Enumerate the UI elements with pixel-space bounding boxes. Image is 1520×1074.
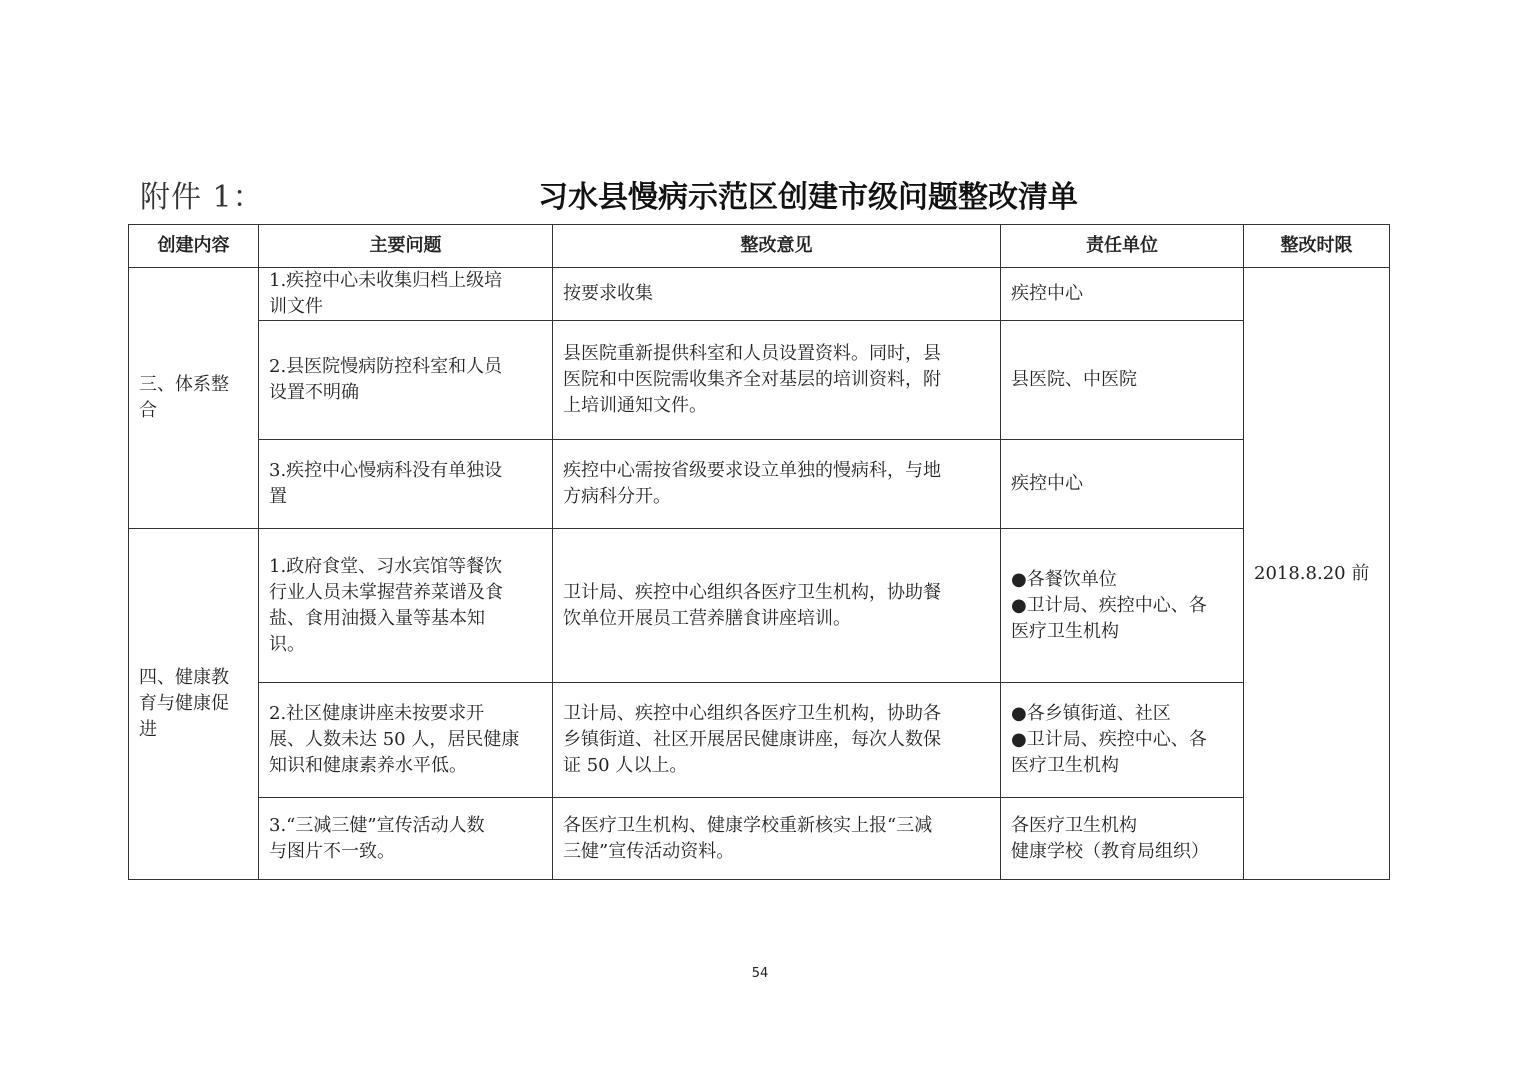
opinion-line: 证 50 人以上。 xyxy=(563,755,688,776)
problem-line: 1.政府食堂、习水宾馆等餐饮 xyxy=(269,555,503,577)
problem-cell xyxy=(259,321,552,439)
opinion-cell xyxy=(553,268,1000,320)
problem-line: 知识和健康素养水平低。 xyxy=(269,755,467,776)
header-problem: 主要问题 xyxy=(369,235,442,256)
problem-line: 3.“三减三健”宣传活动人数 xyxy=(269,814,485,836)
unit-line: ●各餐饮单位 xyxy=(1011,568,1117,590)
unit-cell xyxy=(1001,268,1243,320)
unit-line: 疾控中心 xyxy=(1011,283,1083,304)
deadline-value: 2018.8.20 前 xyxy=(1254,562,1370,584)
attachment-label: 附件 1： xyxy=(140,180,264,215)
header-unit: 责任单位 xyxy=(1086,235,1158,256)
page-title: 习水县慢病示范区创建市级问题整改清单 xyxy=(538,180,1078,215)
opinion-line: 医院和中医院需收集齐全对基层的培训资料，附 xyxy=(563,369,941,390)
opinion-cell xyxy=(553,798,1000,879)
unit-line: 医疗卫生机构 xyxy=(1011,620,1119,642)
opinion-line: 三健”宣传活动资料。 xyxy=(563,840,735,862)
header-category: 创建内容 xyxy=(157,235,230,256)
unit-line: 县医院、中医院 xyxy=(1011,369,1137,390)
opinion-line: 县医院重新提供科室和人员设置资料。同时，县 xyxy=(563,343,941,364)
unit-line: 各医疗卫生机构 xyxy=(1011,814,1137,836)
category-cell xyxy=(129,529,258,879)
problem-line: 盐、食用油摄入量等基本知 xyxy=(269,607,485,629)
opinion-cell xyxy=(553,321,1000,439)
problem-cell xyxy=(259,798,552,879)
unit-line: ●卫计局、疾控中心、各 xyxy=(1011,594,1207,616)
opinion-line: 按要求收集 xyxy=(563,283,653,304)
problem-line: 与图片不一致。 xyxy=(269,840,395,862)
unit-line: 健康学校（教育局组织） xyxy=(1011,840,1209,862)
problem-cell xyxy=(259,529,552,682)
category-line: 育与健康促 xyxy=(139,693,229,714)
opinion-line: 各医疗卫生机构、健康学校重新核实上报“三减 xyxy=(563,814,933,836)
header-opinion: 整改意见 xyxy=(740,235,813,256)
opinion-line: 方病科分开。 xyxy=(563,486,671,507)
problem-line: 1.疾控中心未收集归档上级培 xyxy=(269,270,503,291)
category-cell xyxy=(129,268,258,528)
opinion-line: 上培训通知文件。 xyxy=(563,395,707,416)
opinion-line: 疾控中心需按省级要求设立单独的慢病科，与地 xyxy=(563,460,941,481)
deadline-cell xyxy=(1244,268,1389,879)
page-number: 54 xyxy=(751,966,769,981)
unit-line: 医疗卫生机构 xyxy=(1011,755,1119,776)
problem-line: 2.社区健康讲座未按要求开 xyxy=(269,703,485,724)
unit-cell xyxy=(1001,529,1243,682)
problem-line: 行业人员未掌握营养菜谱及食 xyxy=(269,581,503,603)
header-deadline: 整改时限 xyxy=(1280,235,1353,256)
table-border-right xyxy=(1389,224,1390,880)
problem-line: 2.县医院慢病防控科室和人员 xyxy=(269,356,503,377)
problem-line: 展、人数未达 50 人，居民健康 xyxy=(269,729,520,750)
unit-cell xyxy=(1001,321,1243,439)
opinion-line: 乡镇街道、社区开展居民健康讲座，每次人数保 xyxy=(563,729,941,750)
unit-line: ●卫计局、疾控中心、各 xyxy=(1011,729,1207,750)
problem-line: 识。 xyxy=(269,633,305,655)
problem-line: 设置不明确 xyxy=(269,382,359,403)
opinion-line: 卫计局、疾控中心组织各医疗卫生机构，协助各 xyxy=(563,703,941,724)
problem-line: 置 xyxy=(269,486,287,507)
opinion-cell xyxy=(553,683,1000,797)
problem-line: 3.疾控中心慢病科没有单独设 xyxy=(269,460,503,481)
unit-cell xyxy=(1001,798,1243,879)
category-line: 合 xyxy=(139,400,157,421)
unit-line: ●各乡镇街道、社区 xyxy=(1011,703,1171,724)
unit-cell xyxy=(1001,440,1243,528)
problem-cell xyxy=(259,683,552,797)
opinion-cell xyxy=(553,529,1000,682)
opinion-cell xyxy=(553,440,1000,528)
problem-cell xyxy=(259,440,552,528)
unit-line: 疾控中心 xyxy=(1011,473,1083,494)
table-border-bottom xyxy=(128,879,1390,880)
opinion-line: 饮单位开展员工营养膳食讲座培训。 xyxy=(563,607,851,629)
unit-cell xyxy=(1001,683,1243,797)
problem-cell xyxy=(259,268,552,320)
category-line: 进 xyxy=(139,719,157,740)
category-line: 四、健康教 xyxy=(139,667,229,688)
opinion-line: 卫计局、疾控中心组织各医疗卫生机构，协助餐 xyxy=(563,581,941,603)
category-line: 三、体系整 xyxy=(139,374,229,395)
problem-line: 训文件 xyxy=(269,296,323,317)
